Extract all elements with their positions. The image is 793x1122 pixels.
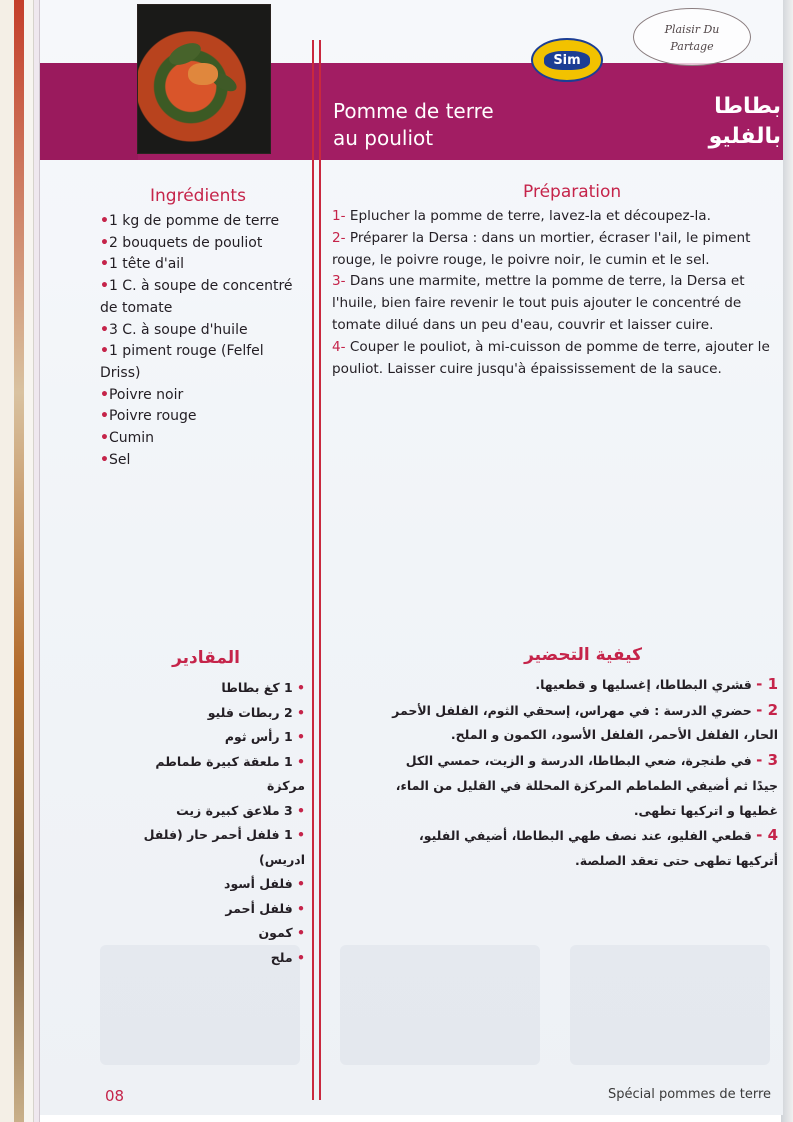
ingredient-item-ar <box>135 946 305 971</box>
preparation-step-ar <box>378 698 778 748</box>
ingredient-item: • 1 piment rouge (Felfel Driss) <box>100 341 305 384</box>
ingredient-item-ar <box>135 725 305 750</box>
bullet-icon: • <box>292 729 305 744</box>
step-number: 1- <box>332 208 346 224</box>
ingredient-item-ar <box>135 897 305 922</box>
ingredient-item: • Cumin <box>100 428 305 450</box>
step-text: Couper le pouliot, à mi-cuisson de pomme de terre, ajouter le pouliot. Laisser cuire jusqu'à épaississement de la sauce. <box>332 338 770 377</box>
step-text: Préparer la Dersa : dans un mortier, écraser l'ail, le piment rouge, le poivre rouge, le poivre noir, le cumin et le sel. <box>332 229 751 268</box>
title-line: au pouliot <box>333 126 434 150</box>
divider-line <box>319 40 321 1100</box>
bullet-icon: • <box>292 827 305 842</box>
step-number: 3- <box>332 273 346 290</box>
potato-piece <box>188 63 218 85</box>
preparation-steps-ar <box>378 672 778 874</box>
sim-logo-text: Sim <box>544 51 589 70</box>
ingredient-item: • 3 C. à soupe d'huile <box>100 320 305 342</box>
ingredient-item-ar <box>135 676 305 701</box>
preparation-step <box>332 271 779 336</box>
bullet-icon: • <box>292 949 305 965</box>
watermark: Plaisir Du Partage <box>633 8 751 66</box>
ingredient-text: 1 ملعقة كبيرة طماطم مركزة <box>155 753 305 793</box>
dish-photo <box>137 4 271 154</box>
ingredient-text: 1 فلفل أحمر حار (فلفل ادريس) <box>143 827 305 867</box>
step-number: 2- <box>332 229 346 246</box>
page-stack-edge <box>0 0 14 1122</box>
background-ghost-image <box>570 945 770 1065</box>
ingredient-item-ar <box>135 701 305 726</box>
ingredient-text: فلفل أسود <box>224 876 293 891</box>
ingredient-text: 3 ملاعق كبيرة زيت <box>176 802 293 818</box>
bullet-icon: • <box>292 680 305 695</box>
step-number: 1 - <box>756 675 778 693</box>
preparation-heading: Préparation <box>523 182 622 202</box>
ingredient-item: • 1 tête d'ail <box>100 254 305 276</box>
bullet-icon: • <box>292 900 305 916</box>
page-number: 08 <box>105 1087 125 1105</box>
recipe-page <box>40 0 783 1115</box>
step-text: قطعي الفليو، عند نصف طهي البطاطا، أضيفي الفليو، أتركيها تطهى حتى تعقد الصلصة. <box>418 828 778 868</box>
ingredient-item-ar <box>135 921 305 946</box>
step-number: 3 - <box>756 751 778 770</box>
ingredient-item-ar <box>135 799 305 824</box>
sim-brand-logo <box>531 38 603 82</box>
ingredient-item: • Sel <box>100 450 305 472</box>
preparation-step-ar <box>378 823 778 873</box>
title-line: Pomme de terre <box>333 99 494 123</box>
page-stack-edge <box>14 0 24 1122</box>
ingredient-item: • Poivre noir <box>100 385 305 407</box>
preparation-step-ar <box>378 672 778 698</box>
bullet-icon: • <box>292 704 305 720</box>
background-ghost-image <box>340 945 540 1065</box>
ingredient-text: كمون <box>258 925 293 940</box>
header-band-left <box>40 63 138 160</box>
step-text: في طنجرة، ضعي البطاطا، الدرسة و الزيت، حمسي الكل جيدًا ثم أضيفي الطماطم المركزة المحللة في القليل من الماء، غطيها و اتركيها تطهى. <box>395 753 778 818</box>
step-text: Dans une marmite, mettre la pomme de terre, la Dersa et l'huile, bien faire revenir le tout puis ajouter le concentré de tomate dilué dans un peu d'eau, couvrir et laisser cuire. <box>332 273 745 333</box>
ingredient-text: 2 ربطات فليو <box>207 704 293 720</box>
bullet-icon: • <box>292 876 305 891</box>
preparation-step <box>332 228 779 272</box>
ingredients-list-ar <box>135 676 305 970</box>
ingredient-text: 1 رأس ثوم <box>224 729 293 744</box>
bullet-icon: • <box>292 753 305 769</box>
ingredients-heading: Ingrédients <box>150 186 246 206</box>
ingredient-text: فلفل أحمر <box>225 900 293 916</box>
step-number: 4- <box>332 338 346 355</box>
ingredient-item: • 2 bouquets de pouliot <box>100 233 305 255</box>
bullet-icon: • <box>292 925 305 940</box>
step-text: Eplucher la pomme de terre, lavez-la et découpez-la. <box>349 208 711 224</box>
page-stack-edge <box>24 0 34 1122</box>
step-text: قشري البطاطا، إغسليها و قطعيها. <box>535 677 752 692</box>
bullet-icon: • <box>292 802 305 818</box>
step-number: 2 - <box>756 700 778 719</box>
ingredient-item: • 1 C. à soupe de concentré de tomate <box>100 276 305 319</box>
step-number: 4 - <box>756 826 778 845</box>
preparation-steps-fr <box>332 206 779 380</box>
preparation-heading-ar: كيفية التحضير <box>524 645 642 665</box>
ingredient-item: • 1 kg de pomme de terre <box>100 211 305 233</box>
ingredient-item-ar <box>135 750 305 799</box>
ingredient-text: ملح <box>270 949 293 965</box>
footer-section-label: Spécial pommes de terre <box>608 1087 772 1102</box>
ingredient-item-ar <box>135 823 305 872</box>
preparation-step <box>332 206 779 228</box>
ingredients-heading-ar: المقادير <box>172 648 240 668</box>
ingredient-text: 1 كغ بطاطا <box>221 680 293 695</box>
divider-line <box>312 40 314 1100</box>
ingredient-item-ar <box>135 872 305 897</box>
recipe-title-ar: بطاطا بالفليو <box>708 94 781 149</box>
preparation-step-ar <box>378 748 778 823</box>
preparation-step <box>332 337 779 381</box>
step-text: حضري الدرسة : في مهراس، إسحقي الثوم، الفلفل الأحمر الحار، الفلفل الأحمر، الفلفل الأسود، الكمون و الملح. <box>392 702 778 743</box>
ingredient-item: • Poivre rouge <box>100 406 305 428</box>
recipe-title-fr <box>333 98 494 152</box>
ingredients-list-fr <box>100 211 305 471</box>
